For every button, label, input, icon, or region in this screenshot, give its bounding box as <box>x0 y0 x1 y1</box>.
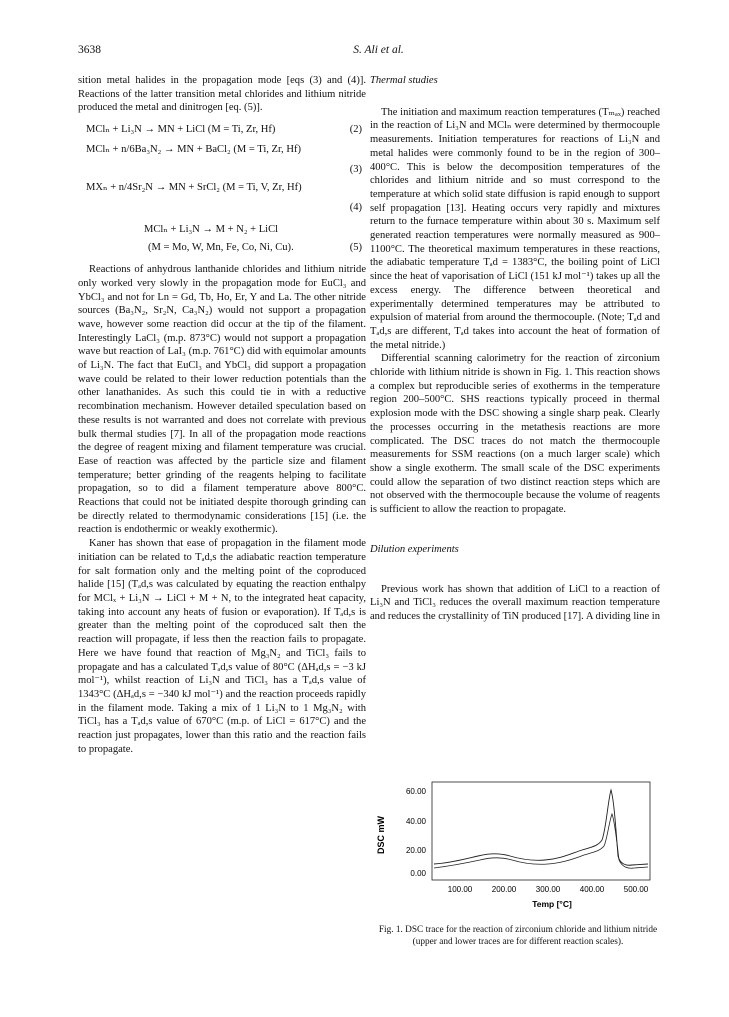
equation-3-number: (3) <box>349 164 362 176</box>
x-tick-400: 400.00 <box>579 885 605 894</box>
plot-frame <box>432 782 650 880</box>
paragraph: Reactions of anhydrous lanthanide chlorides and lithium nitride only worked very slowly in the propagation mode for EuCl₃ and YbCl₃ and not for Ln = Gd, Tb, Ho, Er, Y and La. The other nitride sources (Ba₃N₂, Sr₂N, Ca₃N₂) would not support a propagation wave, however some reaction did occur at the tip of the filament. Interestingly LaCl₃ (m.p. 873°C) would not support a propagation wave but reaction of LaI₃ (m.p. 761°C) did with equimolar amounts of Li₃N. The fact that EuCl₃ and YbCl₃ did support a propagation wave could be related to their lower reduction potentials than the other lanathanides. As such this could tie in with a reductive recombination mechanism. However detailed speculation based on these results is not warranted and does not correlate with previous bulk thermal studies [7]. In all of the propagation mode reactions the degree of reagent mixing and filament temperature was crucial. Ease of reaction was affected by the particle size and filament temperature; better grinding of the reagents helping to facilitate propagation, so to did a filament temperature above 800°C. Reactions that could not be initiated despite thorough grinding can be directly related to thermodynamic considerations [15] (i.e. the reaction is endothermic or weakly exothermic). <box>78 264 366 536</box>
equation-3: MClₙ + n/6Ba₃N₂ → MN + BaCl₂ (M = Ti, Zr, Hf) <box>86 144 301 156</box>
y-tick-0: 0.00 <box>410 869 426 878</box>
paragraph: Kaner has shown that ease of propagation in the filament mode initiation can be related to Tₐd,s the adiabatic reaction temperature for salt formation only and the melting point of the coproduced halide [15] (Tₐd,s was calculated by equating the reaction enthalpy for MClₓ + Li₃N → LiCl + M + N, to the integrated heat capacity, taking into account any heats of fusion or evaporation). If Tₐd,s is greater than the melting point of the coproduced salt then the reaction will propagate, if less then the reaction fails to propagate. Here we have found that reaction of Mg₃N₂ and TiCl₃ fails to propagate and has a calculated Tₐd,s value of 80°C (ΔHₐd,s = −3 kJ mol⁻¹), whilst reaction of Li₃N and TiCl₃ has a Tₐd,s value of 1343°C (ΔHₐd,s = −340 kJ mol⁻¹) and the reaction proceeds rapidly in the filament mode. Taking a mix of 1 Li₃N to 1 Mg₃N₂ with TiCl₃ has a Tₐd,s value of 670°C (m.p. of LiCl = 617°C) and the reaction just propagates, lower than this ratio and the reaction fails to propagate. <box>78 538 366 755</box>
equation-4: MXₙ + n/4Sr₂N → MN + SrCl₂ (M = Ti, V, Zr, Hf) <box>86 182 302 194</box>
x-tick-500: 500.00 <box>623 885 649 894</box>
section-heading: Dilution experiments <box>370 543 459 555</box>
equation-5: MClₙ + Li₃N → M + N₂ + LiCl <box>144 224 279 236</box>
equation-4-number: (4) <box>349 202 362 214</box>
right-column <box>370 74 660 624</box>
y-axis-label: DSC mW <box>376 816 386 854</box>
paragraph: The initiation and maximum reaction temperatures (Tₘₐₓ) reached in the reaction of Li₃N and MClₙ were determined by thermocouple measurements. Initiation temperatures for reactions of Li₃N and metal halides were commonly found to be in the region of 300–400°C. This is below the decomposition temperatures of the chlorides and lithium nitride and so must correspond to the temperature at which solid state diffusion is rapid enough to support self propagation [13]. Heating occurs very rapidly and mixtures return to the furnace temperature within about 30 s. Maximum self generated reaction temperatures were normally measured as 900–1100°C. The theoretical maximum temperatures in these reactions, the adiabatic temperature Tₐd = 1383°C, the boiling point of LiCl since the heat of vaporisation of LiCl (151 kJ mol⁻¹) takes up all the excess energy. The difference between theoretical and experimentally determined temperatures may be attributed to expulsion of material from around the thermocouple. (Note; Tₐd and Tₐd,s are different, Tₐd takes into account the heat of formation of the metal nitride.) <box>370 106 660 351</box>
page-number: 3638 <box>78 44 101 56</box>
x-tick-300: 300.00 <box>535 885 561 894</box>
x-tick-100: 100.00 <box>447 885 473 894</box>
dsc-trace-upper <box>434 790 648 865</box>
figure-caption: Fig. 1. DSC trace for the reaction of zirconium chloride and lithium nitride (upper and lower traces are for different reaction scales). <box>378 925 658 947</box>
x-axis-label: Temp [°C] <box>532 899 572 909</box>
y-tick-20: 20.00 <box>405 846 426 855</box>
left-column <box>78 74 366 756</box>
x-tick-200: 200.00 <box>491 885 517 894</box>
paragraph: sition metal halides in the propagation mode [eqs (3) and (4)]. Reactions of the latter transition metal chlorides and lithium nitride produced the metal and dinitrogen [eq. (5)]. <box>78 75 366 114</box>
running-head: S. Ali et al. <box>353 44 404 56</box>
section-heading: Thermal studies <box>370 75 438 86</box>
dsc-figure <box>370 760 660 930</box>
y-tick-40: 40.00 <box>405 817 426 826</box>
equation-2: MClₙ + Li₃N → MN + LiCl (M = Ti, Zr, Hf) (2) <box>86 124 362 136</box>
page-header <box>78 44 679 60</box>
paragraph: Previous work has shown that addition of LiCl to a reaction of Li₃N and TiCl₃ reduces the overall maximum reaction temperature and reduces the crystallinity of TiN produced [17]. A dividing line in <box>370 583 660 622</box>
y-tick-60: 60.00 <box>405 787 426 796</box>
equation-5-conditions: (M = Mo, W, Mn, Fe, Co, Ni, Cu). (5) <box>148 242 362 254</box>
paragraph: Differential scanning calorimetry for the reaction of zirconium chloride with lithium nitride is shown in Fig. 1. This reaction shows a complex but reproducible series of exotherms in the temperature region 200–500°C. SHS reactions typically proceed in thermal explosion mode with the DSC showing a single sharp peak. Clearly the processes occurring in the metathesis reactions are more complicated. The DSC traces do not match the thermocouple measurements for SSM reactions (on a much larger scale) which show a single exotherm. The small scale of the DSC experiments could allow the separation of two distinct reaction steps which are not observed with the thermocouple because the volume of reagents is sufficient to allow the reaction to propagate. <box>370 353 660 516</box>
